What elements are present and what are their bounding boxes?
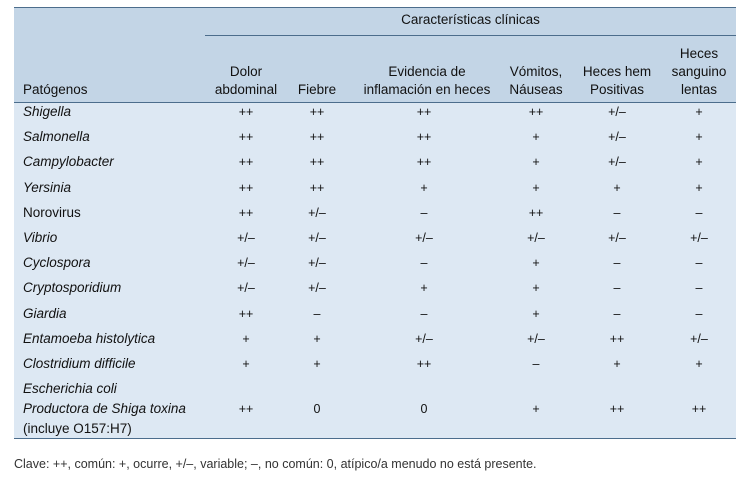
row-label: Cyclospora [23, 255, 91, 271]
row-label-ecoli-line3: (incluye O157:H7) [23, 421, 132, 437]
row-label: Vibrio [23, 230, 58, 245]
col-header-dolor: Dolor abdominal [214, 64, 278, 97]
cell-fiebre: + [313, 357, 321, 371]
cell-vomitos: + [532, 130, 540, 145]
cell-inflamacion: 0 [420, 402, 428, 417]
cell-heces-hem: – [613, 205, 621, 220]
col-header-heces-hem: Heces hem Positivas [582, 64, 652, 97]
cell-vomitos: +/– [527, 231, 545, 245]
cell-dolor: ++ [238, 180, 254, 195]
cell-vomitos: + [532, 256, 540, 271]
row-header: Patógenos [23, 82, 88, 97]
cell-inflamacion: ++ [416, 155, 432, 170]
cell-heces-sanguinolentas: – [695, 205, 703, 220]
row-label: Shigella [23, 104, 72, 119]
cell-inflamacion: ++ [416, 357, 432, 371]
cell-inflamacion: +/– [415, 331, 433, 346]
cell-dolor: ++ [238, 105, 254, 119]
cell-dolor: +/– [237, 281, 255, 296]
table-header [14, 8, 736, 103]
cell-heces-hem: +/– [608, 231, 626, 245]
cell-vomitos: +/– [527, 331, 545, 346]
legend: Clave: ++, común: +, ocurre, +/–, variable; –, no común: 0, atípico/a menudo no está presente. [14, 457, 537, 471]
cell-heces-hem: +/– [608, 155, 626, 170]
cell-heces-hem: +/– [608, 130, 626, 145]
cell-fiebre: +/– [308, 281, 326, 296]
cell-fiebre: +/– [308, 205, 326, 220]
cell-heces-sanguinolentas: +/– [690, 231, 708, 245]
cell-dolor: +/– [237, 256, 255, 271]
cell-heces-hem: +/– [608, 105, 626, 119]
group-header: Características clínicas [401, 12, 540, 27]
row-label-ecoli-line2: Productora de Shiga toxina [23, 401, 186, 417]
cell-vomitos: + [532, 306, 540, 321]
cell-inflamacion: – [420, 306, 428, 321]
cell-inflamacion: + [420, 180, 428, 195]
row-label: Norovirus [23, 204, 81, 220]
cell-heces-sanguinolentas: – [695, 306, 703, 321]
cell-inflamacion: ++ [416, 130, 432, 145]
cell-heces-hem: – [613, 306, 621, 321]
row-label: Yersinia [23, 179, 72, 195]
cell-heces-sanguinolentas: + [695, 180, 703, 195]
cell-vomitos: ++ [528, 205, 544, 220]
cell-fiebre: – [313, 306, 321, 321]
cell-dolor: +/– [237, 231, 255, 245]
cell-heces-sanguinolentas: + [695, 130, 703, 145]
cell-heces-hem: ++ [609, 331, 625, 346]
cell-fiebre: +/– [308, 231, 326, 245]
cell-heces-sanguinolentas: +/– [690, 331, 708, 346]
cell-vomitos: ++ [528, 105, 544, 119]
row-label: Giardia [23, 305, 67, 321]
row-label: Campylobacter [23, 154, 114, 170]
cell-heces-hem: ++ [609, 402, 625, 417]
cell-inflamacion: – [420, 205, 428, 220]
cell-heces-hem: + [613, 357, 621, 371]
cell-heces-sanguinolentas: – [695, 281, 703, 296]
row-label: Clostridium difficile [23, 356, 136, 371]
cell-vomitos: + [532, 180, 540, 195]
row-label: Cryptosporidium [23, 280, 122, 296]
cell-vomitos: – [532, 357, 540, 371]
col-header-inflamacion: Evidencia de inflamación en heces [363, 64, 491, 97]
cell-vomitos: + [532, 155, 540, 170]
col-header-fiebre: Fiebre [297, 82, 337, 97]
group-header-rule [205, 35, 736, 36]
cell-dolor: + [242, 357, 250, 371]
cell-dolor: ++ [238, 130, 254, 145]
cell-inflamacion: ++ [416, 105, 432, 119]
row-label: Entamoeba histolytica [23, 330, 156, 346]
cell-dolor: ++ [238, 155, 254, 170]
cell-fiebre: ++ [309, 105, 325, 119]
cell-dolor: + [242, 331, 250, 346]
cell-heces-sanguinolentas: + [695, 357, 703, 371]
cell-dolor: ++ [238, 205, 254, 220]
col-header-vomitos: Vómitos, Náuseas [509, 64, 563, 97]
clinical-features-table [14, 7, 736, 439]
cell-heces-hem: + [613, 180, 621, 195]
cell-fiebre: ++ [309, 180, 325, 195]
cell-fiebre: 0 [313, 402, 321, 417]
cell-vomitos: + [532, 402, 540, 417]
col-header-heces-sanguinolentas: Heces sanguino lentas [671, 46, 727, 97]
cell-inflamacion: + [420, 281, 428, 296]
cell-heces-sanguinolentas: ++ [691, 402, 707, 417]
cell-fiebre: ++ [309, 130, 325, 145]
cell-inflamacion: – [420, 256, 428, 271]
cell-vomitos: + [532, 281, 540, 296]
cell-inflamacion: +/– [415, 231, 433, 245]
cell-fiebre: +/– [308, 256, 326, 271]
row-label: Salmonella [23, 129, 90, 145]
cell-fiebre: ++ [309, 155, 325, 170]
row-label-ecoli-line1: Escherichia coli [23, 381, 117, 397]
cell-heces-sanguinolentas: + [695, 105, 703, 119]
cell-fiebre: + [313, 331, 321, 346]
cell-heces-sanguinolentas: – [695, 256, 703, 271]
cell-heces-sanguinolentas: + [695, 155, 703, 170]
cell-dolor: ++ [238, 306, 254, 321]
cell-heces-hem: – [613, 256, 621, 271]
cell-heces-hem: – [613, 281, 621, 296]
cell-dolor: ++ [238, 402, 254, 417]
